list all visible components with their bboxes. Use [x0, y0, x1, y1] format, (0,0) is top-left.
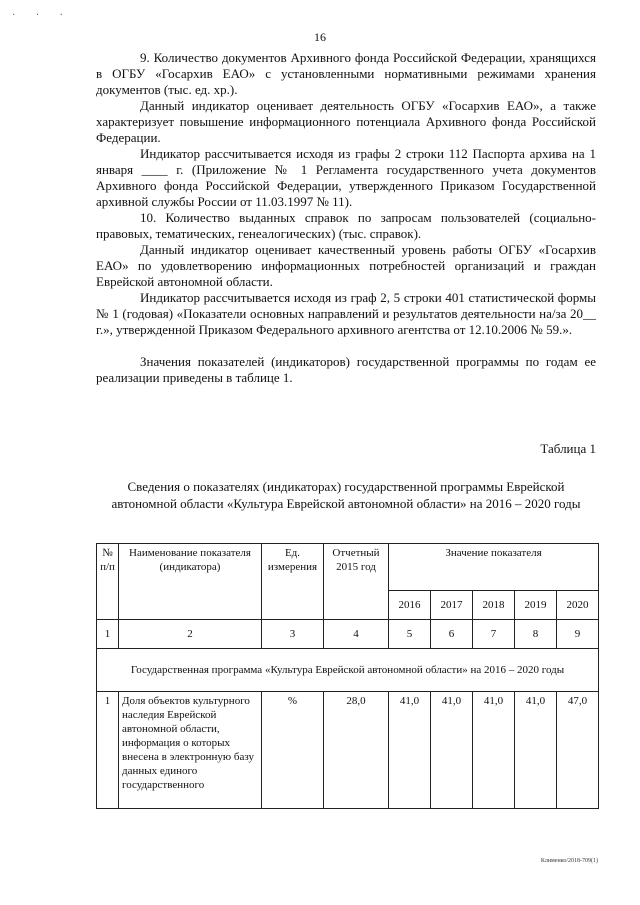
- year-cell: 2016: [389, 591, 431, 620]
- header-num: № п/п: [97, 544, 119, 620]
- paragraph: 9. Количество документов Архивного фонда Российской Федерации, хранящихся в ОГБУ «Госархив ЕАО» с установленными нормативными режимами хранения документов (тыс. ед. хр.).: [96, 50, 596, 97]
- year-cell: 2018: [473, 591, 515, 620]
- paragraph: 10. Количество выданных справок по запросам пользователей (социально-правовых, тематических, генеалогических) (тыс. справок).: [96, 210, 596, 241]
- row-report: 28,0: [324, 692, 389, 809]
- footer-code: Клименко/2018-709(1): [540, 858, 598, 864]
- page-number: 16: [314, 30, 326, 44]
- header-values: Значение показателя: [389, 544, 599, 591]
- row-num: 1: [97, 692, 119, 809]
- row-name: Доля объектов культурного наследия Еврейской автономной области, информация о которых внесена в электронную базу данных единого государственного: [119, 692, 262, 809]
- year-cell: 2020: [557, 591, 599, 620]
- table-label: Таблица 1: [540, 441, 596, 456]
- row-value: 41,0: [389, 692, 431, 809]
- table-row: [97, 692, 599, 809]
- row-value: 41,0: [473, 692, 515, 809]
- col-number: 2: [119, 620, 262, 649]
- program-row: [97, 649, 599, 692]
- program-title: Государственная программа «Культура Еврейской автономной области» на 2016 – 2020 годы: [97, 649, 599, 692]
- column-numbers-row: [97, 620, 599, 649]
- header-name: Наименование показателя (индикатора): [119, 544, 262, 620]
- col-number: 9: [557, 620, 599, 649]
- row-value: 41,0: [431, 692, 473, 809]
- paragraph: Индикатор рассчитывается исходя из графы 2 строки 112 Паспорта архива на 1 января ____ г. (Приложение № 1 Регламента государственного учета документов Архивного фонда Российской Федерации, утвержденного Приказом Государственной архивной службы России от 11.03.1997 № 11).: [96, 146, 596, 209]
- paragraph: Значения показателей (индикаторов) государственной программы по годам ее реализации приведены в таблице 1.: [96, 354, 596, 385]
- col-number: 6: [431, 620, 473, 649]
- header-row: [97, 544, 599, 591]
- col-number: 1: [97, 620, 119, 649]
- indicators-table: [96, 543, 599, 809]
- col-number: 5: [389, 620, 431, 649]
- header-report: Отчетный 2015 год: [324, 544, 389, 620]
- body-text: [96, 50, 596, 386]
- col-number: 8: [515, 620, 557, 649]
- paragraph: Данный индикатор оценивает деятельность ОГБУ «Госархив ЕАО», а также характеризует повышение информационного потенциала Архивного фонда Российской Федерации.: [96, 98, 596, 145]
- row-unit: %: [262, 692, 324, 809]
- paragraph: Индикатор рассчитывается исходя из граф 2, 5 строки 401 статистической формы № 1 (годовая) «Показатели основных направлений и результатов деятельности на/за 20__ г.», утвержденной Приказом Федерального архивного агентства от 12.10.2006 № 59.».: [96, 290, 596, 337]
- col-number: 4: [324, 620, 389, 649]
- scan-marks: · · ·: [12, 10, 72, 21]
- year-cell: 2017: [431, 591, 473, 620]
- col-number: 7: [473, 620, 515, 649]
- col-number: 3: [262, 620, 324, 649]
- table-title: Сведения о показателях (индикаторах) государственной программы Еврейской автономной области «Культура Еврейской автономной области» на 2016 – 2020 годы: [111, 479, 581, 511]
- row-value: 47,0: [557, 692, 599, 809]
- row-value: 41,0: [515, 692, 557, 809]
- header-unit: Ед. измерения: [262, 544, 324, 620]
- year-cell: 2019: [515, 591, 557, 620]
- paragraph: Данный индикатор оценивает качественный уровень работы ОГБУ «Госархив ЕАО» по удовлетворению информационных потребностей организаций и граждан Еврейской автономной области.: [96, 242, 596, 289]
